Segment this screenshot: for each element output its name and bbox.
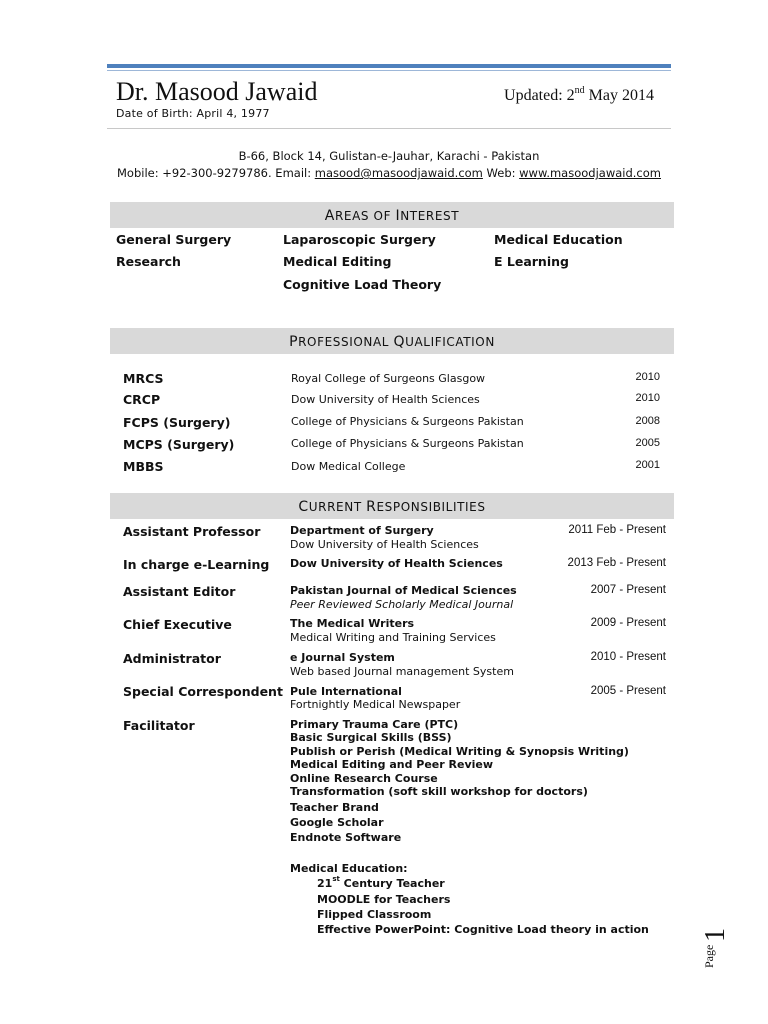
responsibility-role: Administrator bbox=[123, 651, 221, 666]
qualification-degree: MBBS bbox=[123, 459, 164, 474]
responsibility-role: Assistant Professor bbox=[123, 524, 261, 539]
qualification-degree: CRCP bbox=[123, 392, 161, 407]
interest-item: Laparoscopic Surgery bbox=[283, 232, 436, 247]
interest-item: Medical Education bbox=[494, 232, 623, 247]
facilitator-item: Google Scholar bbox=[290, 816, 384, 829]
email-link[interactable]: masood@masoodjawaid.com bbox=[314, 166, 483, 180]
responsibility-desc: Dow University of Health Sciences bbox=[290, 538, 479, 551]
website-link[interactable]: www.masoodjawaid.com bbox=[519, 166, 661, 180]
medical-education-heading: Medical Education: bbox=[290, 862, 408, 875]
responsibility-desc: Web based Journal management System bbox=[290, 665, 514, 678]
facilitator-item: Endnote Software bbox=[290, 831, 402, 844]
responsibility-role: Special Correspondent bbox=[123, 684, 283, 699]
responsibility-org: Department of Surgery bbox=[290, 524, 434, 537]
facilitator-role: Facilitator bbox=[123, 718, 195, 733]
section-band-qualifications bbox=[110, 328, 674, 354]
qualification-year: 2001 bbox=[635, 459, 660, 471]
page-number-value: 1 bbox=[700, 928, 731, 942]
qualification-year: 2008 bbox=[635, 415, 660, 427]
facilitator-item: Medical Editing and Peer Review bbox=[290, 758, 494, 771]
qualification-institution: College of Physicians & Surgeons Pakistan bbox=[291, 415, 524, 428]
interest-item: E Learning bbox=[494, 254, 569, 269]
responsibility-role: Chief Executive bbox=[123, 617, 232, 632]
section-band-responsibilities bbox=[110, 493, 674, 519]
page-number bbox=[700, 910, 740, 970]
qualification-institution: Dow Medical College bbox=[291, 460, 406, 473]
interest-item: Research bbox=[116, 254, 181, 269]
header-sub-rule bbox=[107, 70, 671, 71]
page-label: Page bbox=[702, 944, 716, 968]
qualification-institution: College of Physicians & Surgeons Pakistan bbox=[291, 437, 524, 450]
responsibility-date: 2007 - Present bbox=[590, 584, 666, 596]
qualification-year: 2005 bbox=[635, 437, 660, 449]
facilitator-item: Teacher Brand bbox=[290, 801, 379, 814]
medical-education-item: MOODLE for Teachers bbox=[317, 893, 451, 906]
responsibility-date: 2009 - Present bbox=[590, 617, 666, 629]
header-top-rule bbox=[107, 64, 671, 68]
responsibility-org: Pule International bbox=[290, 685, 402, 698]
medical-education-item: Flipped Classroom bbox=[317, 908, 432, 921]
facilitator-item: Primary Trauma Care (PTC) bbox=[290, 718, 459, 731]
responsibility-date: 2013 Feb - Present bbox=[567, 557, 666, 569]
medical-education-item: 21st Century Teacher bbox=[317, 875, 445, 890]
facilitator-item: Publish or Perish (Medical Writing & Synopsis Writing) bbox=[290, 745, 629, 758]
facilitator-item: Online Research Course bbox=[290, 772, 438, 785]
interest-item: Medical Editing bbox=[283, 254, 392, 269]
updated-date: Updated: 2nd May 2014 bbox=[504, 84, 654, 104]
responsibility-org: e Journal System bbox=[290, 651, 395, 664]
responsibility-role: In charge e-Learning bbox=[123, 557, 270, 572]
qualification-degree: FCPS (Surgery) bbox=[123, 415, 231, 430]
responsibility-org: Pakistan Journal of Medical Sciences bbox=[290, 584, 517, 597]
contact-line: Mobile: +92-300-9279786. Email: masood@masoodjawaid.com Web: www.masoodjawaid.com bbox=[117, 166, 661, 180]
responsibility-desc: Peer Reviewed Scholarly Medical Journal bbox=[290, 598, 514, 611]
responsibility-desc: Medical Writing and Training Services bbox=[290, 631, 496, 644]
qualification-institution: Dow University of Health Sciences bbox=[291, 393, 480, 406]
header-divider bbox=[107, 128, 671, 129]
responsibility-date: 2011 Feb - Present bbox=[568, 524, 666, 536]
interest-item: Cognitive Load Theory bbox=[283, 277, 442, 292]
qualification-year: 2010 bbox=[635, 371, 660, 383]
section-band-interests bbox=[110, 202, 674, 228]
cv-name: Dr. Masood Jawaid bbox=[116, 77, 318, 106]
interest-item: General Surgery bbox=[116, 232, 232, 247]
responsibility-role: Assistant Editor bbox=[123, 584, 236, 599]
qualification-degree: MCPS (Surgery) bbox=[123, 437, 235, 452]
responsibility-date: 2005 - Present bbox=[590, 685, 666, 697]
medical-education-item: Effective PowerPoint: Cognitive Load theory in action bbox=[317, 923, 649, 936]
facilitator-item: Transformation (soft skill workshop for doctors) bbox=[290, 785, 588, 798]
responsibility-date: 2010 - Present bbox=[590, 651, 666, 663]
qualification-year: 2010 bbox=[635, 392, 660, 404]
responsibility-desc: Fortnightly Medical Newspaper bbox=[290, 698, 461, 711]
section-title-qualifications: PROFESSIONAL QUALIFICATION bbox=[289, 334, 495, 350]
qualification-institution: Royal College of Surgeons Glasgow bbox=[291, 372, 486, 385]
responsibility-org: Dow University of Health Sciences bbox=[290, 557, 503, 570]
qualification-degree: MRCS bbox=[123, 371, 164, 386]
date-of-birth: Date of Birth: April 4, 1977 bbox=[116, 107, 270, 120]
facilitator-item: Basic Surgical Skills (BSS) bbox=[290, 731, 452, 744]
responsibility-org: The Medical Writers bbox=[290, 617, 415, 630]
section-title-interests: AREAS OF INTEREST bbox=[324, 208, 460, 224]
section-title-responsibilities: CURRENT RESPONSIBILITIES bbox=[298, 499, 486, 515]
address: B-66, Block 14, Gulistan-e-Jauhar, Karachi - Pakistan bbox=[238, 149, 540, 163]
